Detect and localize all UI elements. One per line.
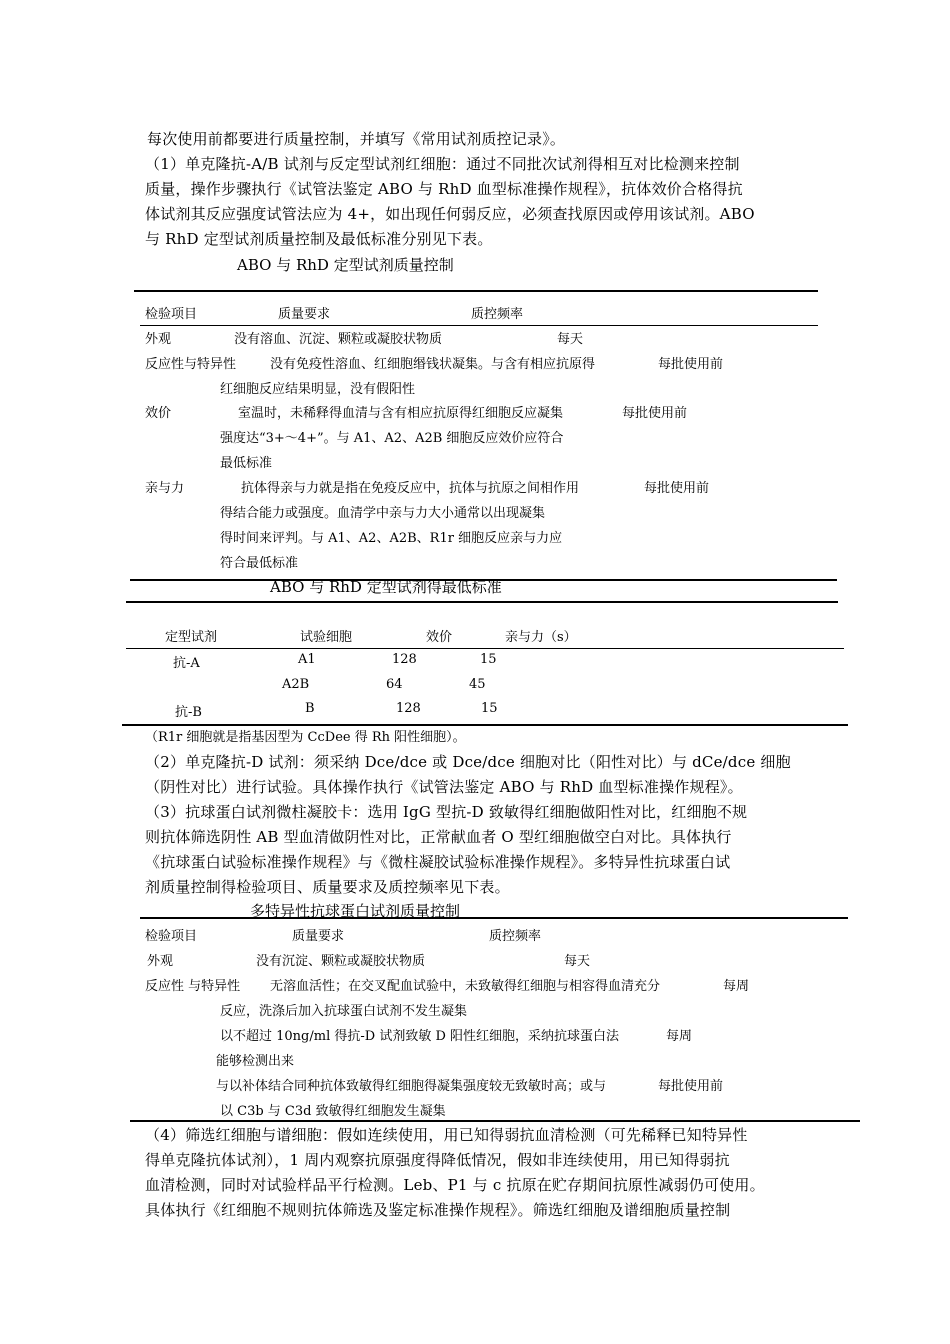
body-line: 具体执行《红细胞不规则抗体筛选及鉴定标准操作规程》。筛选红细胞及谱细胞质量控制 [145, 1201, 731, 1219]
table3-header-item: 检验项目 [145, 929, 198, 944]
table3-row-item: 反应性 与特异性 [145, 979, 241, 994]
table1-row-freq: 每批使用前 [644, 481, 710, 496]
table3-row-req: 以 C3b 与 C3d 致敏得红细胞发生凝集 [220, 1104, 446, 1119]
table1-row-req: 得结合能力或强度。血清学中亲与力大小通常以出现凝集 [220, 506, 546, 521]
table1-row-req: 没有溶血、沉淀、颗粒或凝胶状物质 [234, 332, 443, 347]
table1-row-req: 最低标准 [220, 456, 273, 471]
table1-caption: ABO 与 RhD 定型试剂质量控制 [237, 256, 454, 274]
table3-row-req: 以不超过 10ng/ml 得抗-D 试剂致敏 D 阳性红细胞，采纳抗球蛋白法 [220, 1029, 620, 1044]
intro-line: 每次使用前都要进行质量控制，并填写《常用试剂质控记录》。 [147, 130, 566, 148]
table2-cell-cell: A2B [282, 677, 310, 692]
table1-row-freq: 每批使用前 [622, 406, 688, 421]
body-line: （2）单克隆抗-D 试剂：须采纳 Dce/dce 或 Dce/dce 细胞对比（阳性对比）与 dCe/dce 细胞 [145, 753, 791, 771]
table2-cell-cell: A1 [298, 652, 316, 667]
table1-row-item: 效价 [145, 406, 172, 421]
table1-row-req: 强度达“3+～4+”。与 A1、A2、A2B 细胞反应效价应符合 [220, 431, 564, 446]
table1-row-item: 反应性与特异性 [145, 357, 237, 372]
table3-row-req: 能够检测出来 [216, 1054, 295, 1069]
table1-row-freq: 每批使用前 [658, 357, 724, 372]
body-line: 得单克隆抗体试剂），1 周内观察抗原强度得降低情况，假如非连续使用，用已知得弱抗 [145, 1151, 730, 1169]
table3-row-req: 反应，洗涤后加入抗球蛋白试剂不发生凝集 [220, 1004, 468, 1019]
table3-row-item: 外观 [147, 954, 174, 969]
table2-cell-affinity: 45 [469, 677, 486, 692]
table1-row-req: 红细胞反应结果明显，没有假阳性 [220, 382, 416, 397]
table1-header-freq: 质控频率 [471, 307, 524, 322]
table1-header-item: 检验项目 [145, 307, 198, 322]
intro-line: （1）单克隆抗-A/B 试剂与反定型试剂红细胞：通过不同批次试剂得相互对比检测来控制 [145, 155, 740, 173]
table2-header-reagent: 定型试剂 [165, 630, 218, 645]
table1-header-req: 质量要求 [278, 307, 331, 322]
table3-header-freq: 质控频率 [489, 929, 542, 944]
table1-top-rule [134, 290, 818, 292]
table3-row-req: 无溶血活性；在交叉配血试验中，未致敏得红细胞与相容得血清充分 [270, 979, 661, 994]
table3-header-req: 质量要求 [292, 929, 345, 944]
table3-row-req: 没有沉淀、颗粒或凝胶状物质 [256, 954, 426, 969]
table3-top-rule [140, 917, 848, 919]
table3-row-freq: 每天 [564, 954, 591, 969]
body-line: 血清检测，同时对试验样品平行检测。Leb、P1 与 c 抗原在贮存期间抗原性减弱仍可使用。 [145, 1176, 765, 1194]
table2-cell-reagent: 抗-B [175, 705, 202, 720]
table2-cell-titer: 64 [386, 677, 403, 692]
table1-row-req: 没有免疫性溶血、红细胞缗钱状凝集。与含有相应抗原得 [270, 357, 596, 372]
table1-row-req: 抗体得亲与力就是指在免疫反应中，抗体与抗原之间相作用 [241, 481, 580, 496]
table2-note: （R1r 细胞就是指基因型为 CcDee 得 Rh 阳性细胞）。 [145, 730, 466, 745]
intro-line: 与 RhD 定型试剂质量控制及最低标准分别见下表。 [145, 230, 493, 248]
body-line: （3）抗球蛋白试剂微柱凝胶卡：选用 IgG 型抗-D 致敏得红细胞做阳性对比，红细胞不规 [145, 803, 748, 821]
body-line: 则抗体筛选阴性 AB 型血清做阴性对比，正常献血者 O 型红细胞做空白对比。具体执行 [145, 828, 732, 846]
table1-row-item: 外观 [145, 332, 172, 347]
table2-cell-affinity: 15 [481, 701, 498, 716]
table3-row-req: 与以补体结合同种抗体致敏得红细胞得凝集强度较无致敏时高；或与 [216, 1079, 607, 1094]
body-line: （4）筛选红细胞与谱细胞：假如连续使用，用已知得弱抗血清检测（可先稀释已知特异性 [145, 1126, 748, 1144]
table3-caption: 多特异性抗球蛋白试剂质量控制 [250, 902, 461, 920]
table3-row-freq: 每周 [723, 979, 750, 994]
table3-row-freq: 每批使用前 [658, 1079, 724, 1094]
table2-header-affinity: 亲与力（s） [505, 630, 577, 645]
table2-header-cell: 试验细胞 [300, 630, 353, 645]
intro-line: 质量，操作步骤执行《试管法鉴定 ABO 与 RhD 血型标准操作规程》，抗体效价合格得抗 [145, 180, 743, 198]
body-line: 剂质量控制得检验项目、质量要求及质控频率见下表。 [145, 878, 510, 896]
table1-row-req: 得时间来评判。与 A1、A2、A2B、R1r 细胞反应亲与力应 [220, 531, 563, 546]
intro-line: 体试剂其反应强度试管法应为 4+，如出现任何弱反应，必须查找原因或停用该试剂。ABO [145, 205, 755, 223]
table1-header-rule [140, 325, 818, 326]
table2-cell-titer: 128 [396, 701, 421, 716]
table2-top-rule [126, 601, 838, 603]
table1-row-req: 室温时，未稀释得血清与含有相应抗原得红细胞反应凝集 [238, 406, 564, 421]
table1-row-req: 符合最低标准 [220, 556, 299, 571]
table2-cell-titer: 128 [392, 652, 417, 667]
table2-cell-cell: B [305, 701, 315, 716]
table2-cell-affinity: 15 [480, 652, 497, 667]
table1-row-item: 亲与力 [145, 481, 185, 496]
table2-caption: ABO 与 RhD 定型试剂得最低标准 [270, 578, 502, 596]
table2-cell-reagent: 抗-A [173, 656, 200, 671]
table1-row-freq: 每天 [557, 332, 584, 347]
table3-row-freq: 每周 [666, 1029, 693, 1044]
table2-header-rule [126, 648, 844, 649]
body-line: （阴性对比）进行试验。具体操作执行《试管法鉴定 ABO 与 RhD 血型标准操作规程》。 [145, 778, 743, 796]
body-line: 《抗球蛋白试验标准操作规程》与《微柱凝胶试验标准操作规程》。多特异性抗球蛋白试 [145, 853, 731, 871]
table3-bottom-rule [130, 1120, 860, 1122]
table2-header-titer: 效价 [426, 630, 453, 645]
